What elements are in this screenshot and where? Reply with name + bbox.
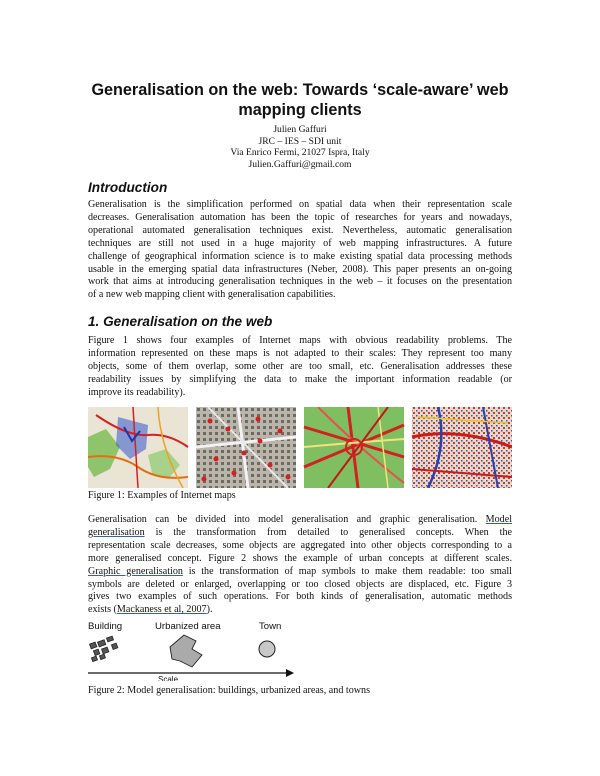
graphic-generalisation-term: Graphic generalisation	[88, 565, 183, 577]
figure-2-graphic	[88, 633, 388, 681]
text-run: is the transformation of map symbols to make them readable: too small	[182, 565, 512, 577]
figure-1-internet-maps	[88, 407, 512, 488]
sec1-line: objects, some of them overlap, some other are too small, etc. Generalisation addresses these	[88, 360, 512, 372]
introduction-paragraph	[88, 199, 512, 302]
building-label: Building	[88, 621, 123, 632]
author-block	[150, 124, 450, 171]
text-run: Generalisation can be divided into model generalisation and graphic generalisation.	[88, 514, 486, 525]
sec1-p2-line	[88, 604, 512, 617]
figure-1-caption: Figure 1: Examples of Internet maps	[88, 490, 236, 501]
text-run: is the transformation from detailed to generalised concepts. When the	[144, 526, 512, 538]
sec1-p2-line: more generalised concept. Figure 2 shows the example of urban concepts at different scales.	[88, 552, 512, 564]
author-name: Julien Gaffuri	[273, 124, 327, 135]
internet-map-4	[412, 407, 512, 488]
title-line-2: mapping clients	[238, 101, 362, 119]
sec1-p2-line: representation scale decreases, some objects are aggregated into other objects corresponding to a	[88, 539, 512, 551]
town-icon	[259, 641, 275, 657]
section-1-paragraph-2	[88, 514, 512, 617]
intro-line: Generalisation is the simplification performed on spatial data when their representation scale	[88, 199, 512, 210]
scale-axis-label: Scale	[158, 676, 179, 681]
citation-link[interactable]: Mackaness et al, 2007	[116, 604, 207, 616]
author-email: Julien.Gaffuri@gmail.com	[248, 159, 352, 171]
town-label: Town	[259, 621, 282, 632]
scale-arrow-icon	[286, 669, 294, 677]
figure-2-model-generalisation	[88, 621, 388, 681]
author-address: Via Enrico Fermi, 21027 Ispra, Italy	[230, 147, 370, 159]
urbanized-area-label: Urbanized area	[155, 621, 221, 632]
intro-line: work that aims at introducing generalisation techniques in the web – it focuses on the presentation	[88, 276, 512, 288]
text-run: ).	[206, 604, 213, 616]
author-affiliation: JRC – IES – SDI unit	[258, 135, 342, 147]
sec1-p2-line	[88, 566, 512, 579]
internet-map-1	[88, 407, 188, 488]
sec1-p2-line	[88, 514, 512, 527]
model-generalisation-term: generalisation	[88, 526, 145, 538]
figure-2-caption: Figure 2: Model generalisation: buildings, urbanized areas, and towns	[88, 685, 370, 696]
intro-line: techniques are still not used in a huge majority of web mapping infrastructures. A future	[88, 237, 512, 249]
sec1-p2-line: symbols are deleted or enlarged, overlapping or too closed objects are displaced, etc. Figure 3	[88, 578, 512, 590]
sec1-line: information represented on these maps is not adapted to their scales: They represent too many	[88, 347, 512, 359]
urbanized-area-icon	[170, 635, 202, 667]
sec1-line: readability issues by simplifying the data to make the important information readable (or	[88, 373, 512, 385]
intro-line: of a new web mapping client with generalisation capabilities.	[88, 289, 336, 301]
intro-line: usable in the emerging spatial data infrastructures (Neber, 2008). This paper presents an on-going	[88, 263, 512, 275]
model-generalisation-term: Model	[485, 514, 512, 525]
building-icon	[89, 636, 117, 661]
intro-line: challenge of geographical information science is to make existing spatial data processing methods	[88, 250, 512, 262]
internet-map-2	[196, 407, 296, 488]
sec1-p2-line	[88, 527, 512, 540]
sec1-line: Figure 1 shows four examples of Internet maps with obvious readability problems. The	[88, 335, 512, 346]
intro-line: decreases. Generalisation automation has been the topic of researches for years and nowadays,	[88, 211, 512, 223]
text-run: exists (	[88, 604, 117, 616]
title-line-1: Generalisation on the web: Towards ‘scale-aware’ web	[91, 81, 509, 99]
introduction-heading: Introduction	[88, 180, 168, 195]
paper-title	[80, 80, 520, 120]
intro-line: operational automated generalisation techniques exist. Nevertheless, automatic generalisation	[88, 224, 512, 236]
internet-map-3	[304, 407, 404, 488]
sec1-line: improve its readability).	[88, 386, 186, 398]
section-1-heading: 1. Generalisation on the web	[88, 314, 273, 329]
section-1-paragraph-1	[88, 335, 512, 400]
sec1-p2-line: gives two examples of such operations. For both kinds of generalisation, automatic methods	[88, 591, 512, 603]
